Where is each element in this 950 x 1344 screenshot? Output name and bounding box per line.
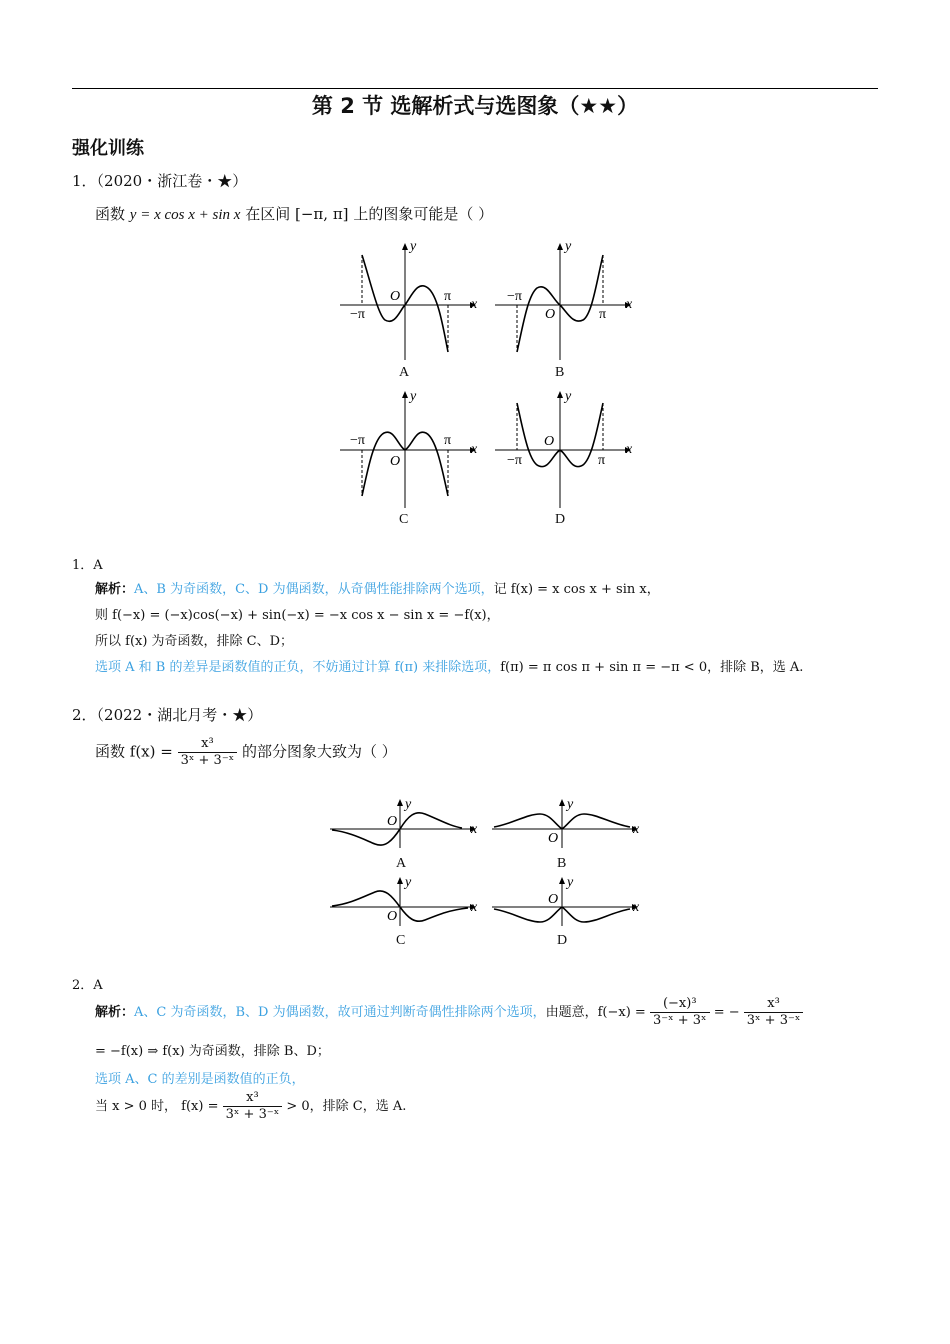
q1-option-a: A — [399, 365, 410, 380]
q2-graph-a — [330, 796, 480, 856]
q1-solution-line4: 选项 A 和 B 的差异是函数值的正负，不妨通过计算 f(π) 来排除选项，f(π) = π cos π + sin π = −π < 0，排除 B，选 A. — [95, 660, 804, 675]
neg-pi-label: −π — [507, 289, 522, 304]
q1-stem: 函数 y = x cos x + sin x 在区间 [−π, π] 上的图象可能是（ ） — [95, 205, 494, 223]
q2-graph-b — [492, 796, 642, 856]
q1-solution-line3: 所以 f(x) 为奇函数，排除 C、D； — [95, 634, 294, 649]
x-label: x — [626, 297, 633, 312]
q2-option-b: B — [557, 856, 567, 871]
origin-label: O — [390, 289, 401, 304]
y-label: y — [567, 797, 574, 812]
top-rule — [72, 88, 878, 89]
x-label: x — [471, 297, 478, 312]
q2-solution-line4: 当 x > 0 时， f(x) = $\frac{\text{x³}}{\text{3ˣ + 3⁻ˣ}}$ > 0，排除 C，选 A. — [95, 1090, 407, 1122]
q2-header: 2．（2022・湖北月考・★） — [72, 706, 263, 724]
q2-option-c: C — [396, 933, 406, 948]
q1-graph-c — [340, 388, 480, 513]
q2-graph-c — [330, 874, 480, 934]
y-label: y — [405, 797, 412, 812]
x-label: x — [633, 900, 640, 915]
y-label: y — [410, 389, 417, 404]
q2-answer: 2．A — [72, 978, 103, 993]
q1-answer: 1．A — [72, 558, 103, 573]
pi-label: π — [444, 433, 452, 448]
y-label: y — [410, 239, 417, 254]
y-label: y — [565, 389, 572, 404]
x-label: x — [471, 822, 478, 837]
origin-label: O — [387, 814, 398, 829]
x-label: x — [471, 442, 478, 457]
pi-label: π — [444, 289, 452, 304]
origin-label: O — [387, 909, 398, 924]
origin-label: O — [545, 307, 556, 322]
origin-label: O — [544, 434, 555, 449]
origin-label: O — [390, 454, 401, 469]
q2-solution-line2: = −f(x) ⇒ f(x) 为奇函数，排除 B、D； — [95, 1044, 330, 1059]
q1-header: 1．（2020・浙江卷・★） — [72, 172, 248, 190]
origin-label: O — [548, 892, 559, 907]
y-label: y — [565, 239, 572, 254]
q2-solution-line3: 选项 A、C 的差别是函数值的正负， — [95, 1072, 305, 1087]
neg-pi-label: −π — [507, 453, 522, 468]
y-label: y — [567, 875, 574, 890]
q2-graph-d — [492, 874, 642, 934]
q1-solution-line1: 解析：A、B 为奇函数，C、D 为偶函数，从奇偶性能排除两个选项，记 f(x) = x cos x + sin x， — [95, 582, 660, 597]
neg-pi-label: −π — [350, 433, 365, 448]
pi-label: π — [599, 307, 607, 322]
subtitle: 强化训练 — [72, 138, 144, 159]
q1-graph-d — [495, 388, 635, 513]
origin-label: O — [548, 831, 559, 846]
x-label: x — [471, 900, 478, 915]
q1-option-c: C — [399, 512, 409, 527]
neg-pi-label: −π — [350, 307, 365, 322]
q1-graph-b — [495, 240, 635, 365]
q2-stem: 函数 f(x) = $\frac{\text{x³}}{\text{3ˣ + 3⁻ˣ}}$ 的部分图象大致为（ ） — [95, 736, 397, 768]
x-label: x — [626, 442, 633, 457]
q2-option-d: D — [557, 933, 568, 948]
section-title: 第 2 节 选解析式与选图象（★★） — [311, 94, 639, 118]
q2-solution-line1: 解析：A、C 为奇函数，B、D 为偶函数，故可通过判断奇偶性排除两个选项，由题意，f(−x) = $\frac{\text{(−x)³}}{\text{3⁻ˣ + 3ˣ}}$ = − $\frac{\text{x³}}{\text{3ˣ + 3⁻ˣ}}$ — [95, 996, 803, 1029]
q1-solution-line2: 则 f(−x) = (−x)cos(−x) + sin(−x) = −x cos x − sin x = −f(x)， — [95, 608, 500, 623]
q1-option-b: B — [555, 365, 565, 380]
q1-option-d: D — [555, 512, 566, 527]
x-label: x — [633, 822, 640, 837]
q1-graph-a — [340, 240, 480, 365]
pi-label: π — [598, 453, 606, 468]
y-label: y — [405, 875, 412, 890]
q2-option-a: A — [396, 856, 407, 871]
